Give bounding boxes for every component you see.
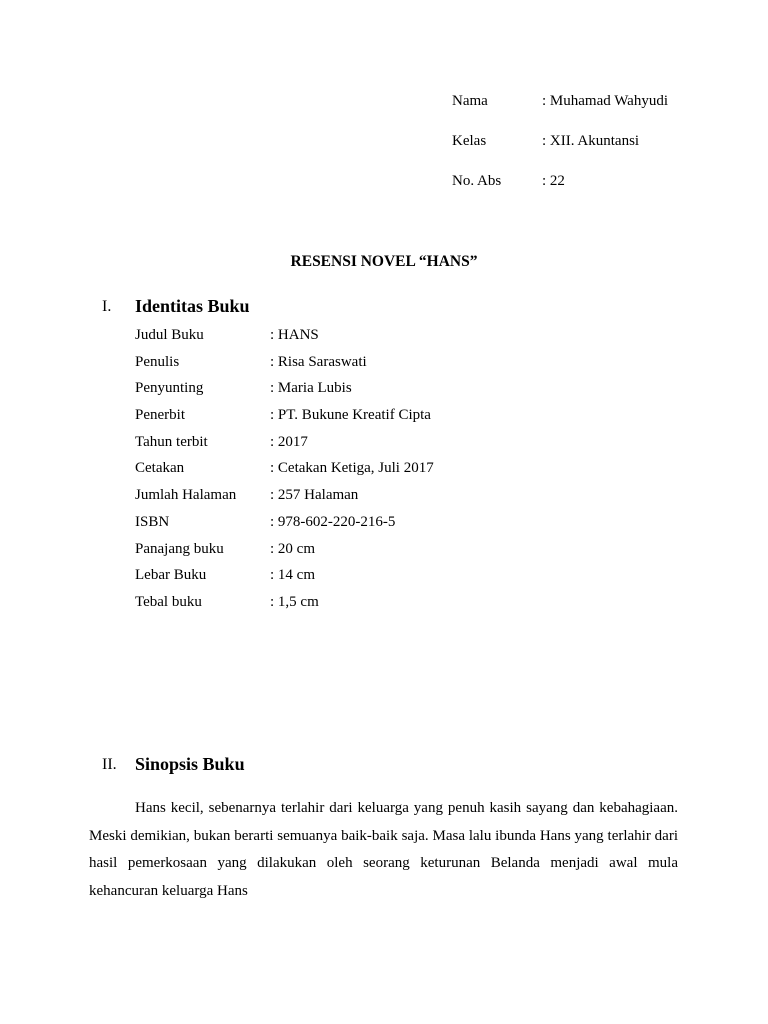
identity-value: : Cetakan Ketiga, Juli 2017 [270, 460, 434, 477]
identity-label: ISBN [135, 513, 170, 530]
student-absence-number-value: : 22 [542, 173, 565, 189]
identity-label: Penulis [135, 353, 180, 370]
identity-label: Jumlah Halaman [135, 487, 237, 504]
section-number: II. [102, 756, 117, 773]
student-class-label: Kelas [452, 133, 487, 149]
identity-value: : 1,5 cm [270, 593, 319, 610]
document-title: RESENSI NOVEL “HANS” [290, 253, 478, 270]
section-number: I. [102, 298, 112, 315]
identity-label: Penyunting [135, 380, 204, 397]
identity-value: : 257 Halaman [270, 487, 359, 504]
student-name-label: Nama [452, 93, 488, 109]
student-class-value: : XII. Akuntansi [542, 133, 640, 149]
identity-label: Lebar Buku [135, 567, 207, 584]
identity-value: : 2017 [270, 433, 308, 450]
student-name-value: : Muhamad Wahyudi [542, 93, 668, 109]
identity-label: Tebal buku [135, 593, 202, 610]
identity-value: : 978-602-220-216-5 [270, 513, 396, 530]
synopsis-paragraph: Hans kecil, sebenarnya terlahir dari keluarga yang penuh kasih sayang dan kebahagiaan. Meski demikian, bukan berarti semuanya baik-baik saja. Masa lalu ibunda Hans yang terlahir dari hasil pemerkosaan yang dilakukan oleh seorang keturunan Belanda menjadi awal mula kehancuran keluarga Hans [89, 800, 678, 899]
identity-value: : PT. Bukune Kreatif Cipta [270, 407, 431, 424]
identity-label: Tahun terbit [135, 433, 208, 450]
identity-label: Judul Buku [135, 327, 204, 343]
identity-value: : Maria Lubis [270, 380, 352, 397]
student-absence-number-label: No. Abs [452, 173, 502, 189]
identity-value: : 20 cm [270, 540, 315, 557]
section-title: Sinopsis Buku [135, 754, 245, 774]
identity-label: Cetakan [135, 460, 185, 477]
section-title: Identitas Buku [135, 296, 250, 316]
identity-value: : Risa Saraswati [270, 353, 367, 370]
identity-label: Panajang buku [135, 540, 224, 557]
identity-label: Penerbit [135, 407, 185, 424]
identity-value: : HANS [270, 327, 319, 343]
identity-value: : 14 cm [270, 567, 315, 584]
